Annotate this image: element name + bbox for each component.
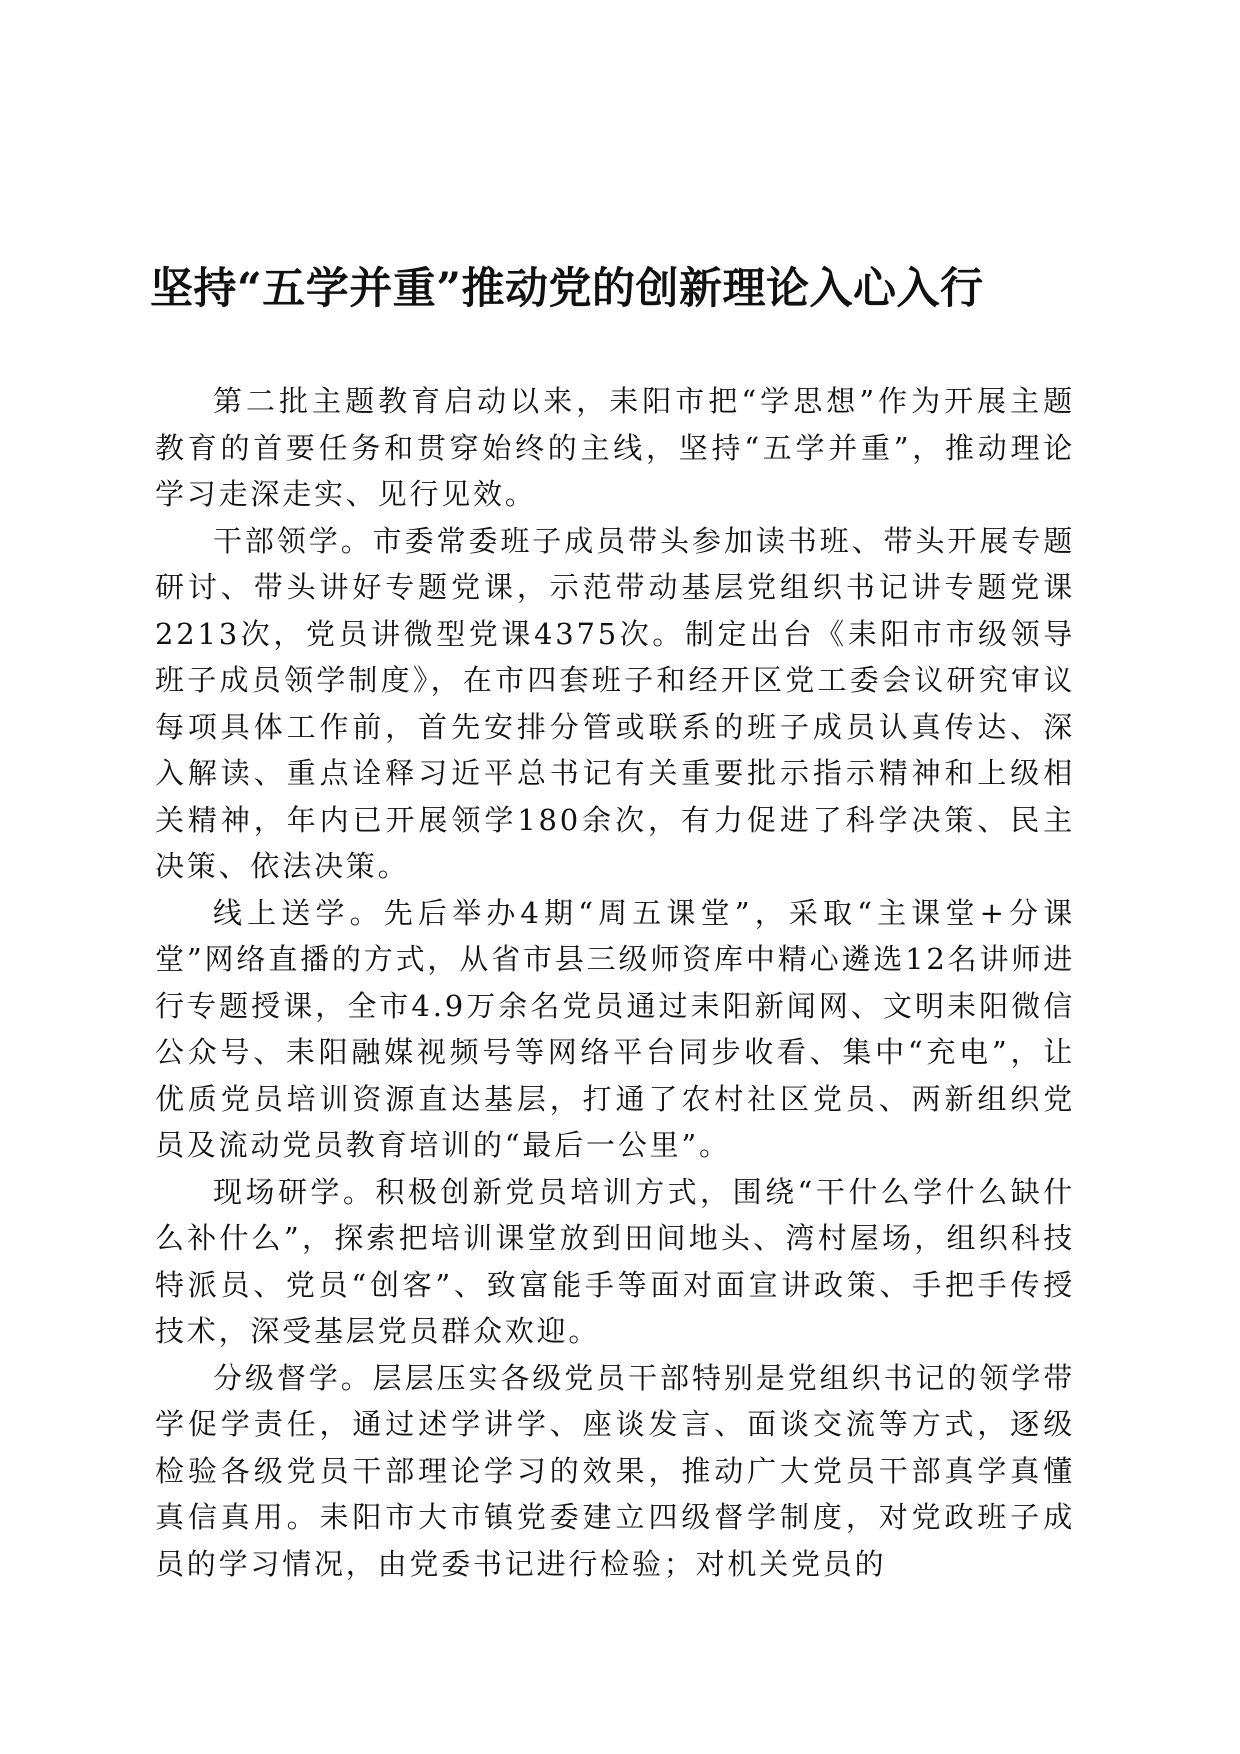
paragraph-cadre-lead-study: 干部领学。市委常委班子成员带头参加读书班、带头开展专题研讨、带头讲好专题党课，示范带动基层党组织书记讲专题党课2213次，党员讲微型党课4375次。制定出台《耒阳市市级领导班子成员领学制度》，在市四套班子和经开区党工委会议研究审议每项具体工作前，首先安排分管或联系的班子成员认真传达、深入解读、重点诠释习近平总书记有关重要批示指示精神和上级相关精神，年内已开展领学180余次，有力促进了科学决策、民主决策、依法决策。 <box>155 523 1075 883</box>
document-body <box>155 378 1075 1587</box>
paragraph-onsite-study: 现场研学。积极创新党员培训方式，围绕“干什么学什么缺什么补什么”，探索把培训课堂放到田间地头、湾村屋场，组织科技特派员、党员“创客”、致富能手等面对面宣讲政策、手把手传授技术，深受基层党员群众欢迎。 <box>155 1174 1075 1348</box>
document-title: 坚持“五学并重”推动党的创新理论入心入行 <box>150 263 984 314</box>
paragraph-intro: 第二批主题教育启动以来，耒阳市把“学思想”作为开展主题教育的首要任务和贯穿始终的主线，坚持“五学并重”，推动理论学习走深走实、见行见效。 <box>155 384 1075 511</box>
paragraph-supervised-study: 分级督学。层层压实各级党员干部特别是党组织书记的领学带学促学责任，通过述学讲学、座谈发言、面谈交流等方式，逐级检验各级党员干部理论学习的效果，推动广大党员干部真学真懂真信真用。耒阳市大市镇党委建立四级督学制度，对党政班子成员的学习情况，由党委书记进行检验；对机关党员的 <box>155 1360 1075 1581</box>
paragraph-online-study: 线上送学。先后举办4期“周五课堂”，采取“主课堂+分课堂”网络直播的方式，从省市县三级师资库中精心遴选12名讲师进行专题授课，全市4.9万余名党员通过耒阳新闻网、文明耒阳微信公众号、耒阳融媒视频号等网络平台同步收看、集中“充电”，让优质党员培训资源直达基层，打通了农村社区党员、两新组织党员及流动党员教育培训的“最后一公里”。 <box>155 895 1075 1162</box>
